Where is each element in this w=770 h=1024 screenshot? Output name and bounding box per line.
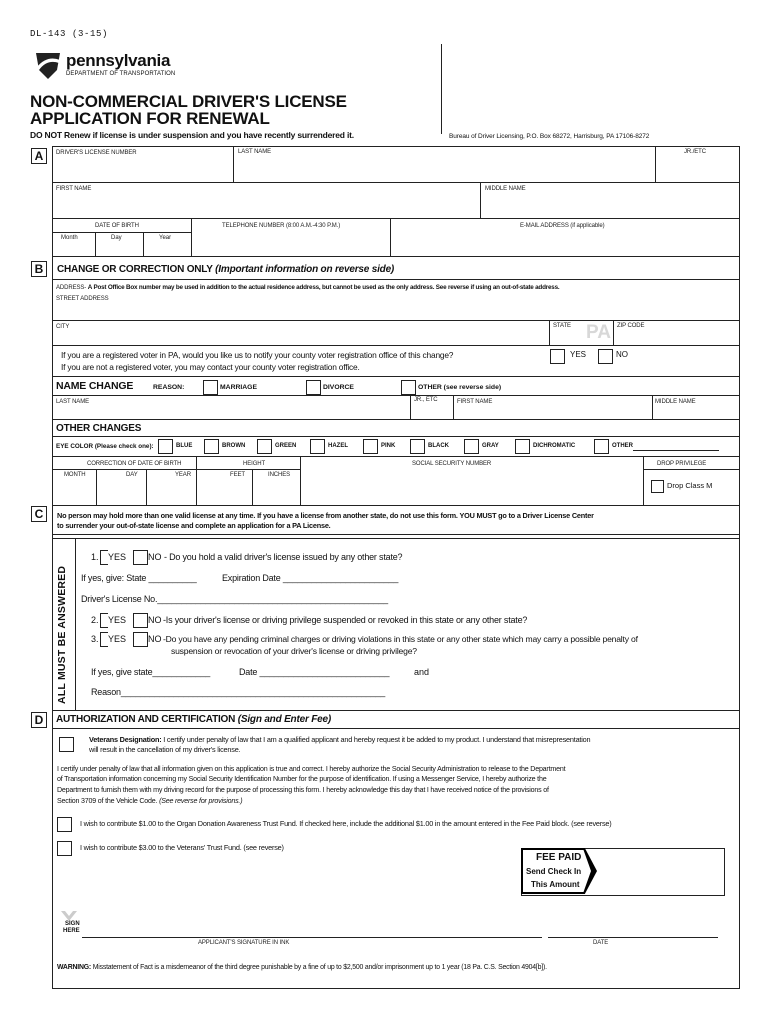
nc-first-name-label: FIRST NAME — [457, 399, 493, 405]
veterans-designation-text: Veterans Designation: I certify under penalty of law that I am a qualified applicant and hereby request it be added to my product. I understand that misrepresentation — [89, 735, 591, 744]
q2-number: 2. — [91, 615, 99, 625]
sign-here-arrow-icon — [61, 911, 77, 921]
eye-blue-label: BLUE — [176, 443, 193, 449]
section-a-letter: A — [31, 148, 47, 164]
section-c-intro-1: No person may hold more than one valid license at any time. If you have a license from another state, do not use this form. YOU MUST go to a Driver License Center — [57, 511, 594, 520]
reason-marriage-label: MARRIAGE — [220, 384, 258, 391]
q3-reason-field[interactable]: Reason_______________________________________________________ — [91, 687, 386, 697]
q3-number: 3. — [91, 634, 99, 644]
zip-label: ZIP CODE — [617, 323, 645, 329]
middle-name-label: MIDDLE NAME — [485, 186, 526, 192]
drop-class-m-checkbox[interactable] — [651, 480, 664, 493]
title-line-2: APPLICATION FOR RENEWAL — [30, 109, 270, 128]
email-field[interactable] — [391, 232, 738, 255]
subtitle: DO NOT Renew if license is under suspension and you have recently surrendered it. — [30, 130, 354, 140]
eye-pink-label: PINK — [381, 443, 396, 449]
drop-privilege-label: DROP PRIVILEGE — [657, 461, 707, 467]
veterans-designation-text-cont: will result in the cancellation of my driver's license. — [89, 745, 241, 754]
header-divider — [441, 44, 442, 134]
height-field[interactable] — [197, 479, 299, 505]
street-address-label: STREET ADDRESS — [56, 296, 109, 302]
veterans-fund-text: I wish to contribute $3.00 to the Veterans' Trust Fund. (see reverse) — [80, 843, 284, 852]
state-label: STATE — [553, 323, 571, 329]
eye-pink-checkbox[interactable] — [363, 439, 378, 454]
q1-no-label: NO — [148, 552, 162, 562]
all-must-be-answered: ALL MUST BE ANSWERED — [56, 565, 68, 704]
section-b-letter: B — [31, 261, 47, 277]
license-number-field[interactable] — [53, 160, 233, 181]
organ-donation-text: I wish to contribute $1.00 to the Organ Donation Awareness Trust Fund. If checked here, include the additional $1.00 in the amount entered in the Fee Paid block. (see reverse) — [80, 819, 612, 828]
certification-line-4: Section 3709 of the Vehicle Code. (See reverse for provisions.) — [57, 797, 243, 805]
reason-label: REASON: — [153, 384, 185, 391]
email-label: E-MAIL ADDRESS (if applicable) — [520, 223, 605, 229]
ssn-label: SOCIAL SECURITY NUMBER — [412, 461, 492, 467]
section-c-letter: C — [31, 506, 47, 522]
nc-last-name-field[interactable] — [53, 405, 409, 418]
eye-green-checkbox[interactable] — [257, 439, 272, 454]
name-change-heading: NAME CHANGE — [56, 380, 134, 392]
eye-black-checkbox[interactable] — [410, 439, 425, 454]
voter-note: If you are not a registered voter, you may contact your county voter registration office. — [61, 362, 360, 372]
eye-color-label: EYE COLOR (Please check one): — [56, 443, 154, 450]
q1-yes-checkbox[interactable] — [100, 550, 108, 565]
dob-month-label: Month — [61, 235, 78, 241]
q1-no-checkbox[interactable] — [133, 550, 148, 565]
ssn-field[interactable] — [301, 469, 642, 505]
fee-paid-label: FEE PAID — [536, 852, 582, 863]
section-b-heading: CHANGE OR CORRECTION ONLY (Important information on reverse side) — [57, 264, 395, 275]
q3-yes-checkbox[interactable] — [100, 632, 108, 647]
signature-field[interactable] — [82, 905, 542, 937]
voter-no-checkbox[interactable] — [598, 349, 613, 364]
certification-line-3: Department to furnish them with my driving record for the purpose of processing this form. I hereby acknowledge this day that I have received notice of the provisions of — [57, 786, 549, 794]
city-field[interactable] — [53, 332, 548, 344]
veterans-designation-checkbox[interactable] — [59, 737, 74, 752]
eye-blue-checkbox[interactable] — [158, 439, 173, 454]
q3-and: and — [414, 667, 430, 677]
eye-gray-checkbox[interactable] — [464, 439, 479, 454]
correction-dob-label: CORRECTION OF DATE OF BIRTH — [87, 461, 182, 467]
q3-no-label: NO — [148, 634, 162, 644]
q1-state-field[interactable]: If yes, give: State __________ — [81, 573, 197, 583]
address-note: ADDRESS- A Post Office Box number may be used in addition to the actual residence address, but cannot be used as the only address. See reverse if using an out-of-state address. — [56, 284, 560, 291]
section-d-heading: AUTHORIZATION AND CERTIFICATION (Sign and Enter Fee) — [56, 714, 331, 725]
q3-yes-label: YES — [108, 634, 127, 644]
q1-yes-label: YES — [108, 552, 127, 562]
reason-marriage-checkbox[interactable] — [203, 380, 218, 395]
q2-no-label: NO — [148, 615, 162, 625]
logo-name: pennsylvania — [66, 51, 171, 70]
sign-here-label-1: SIGN — [65, 921, 80, 927]
eye-dichromatic-label: DICHROMATIC — [533, 443, 576, 449]
sign-here-label-2: HERE — [63, 928, 80, 934]
eye-other-checkbox[interactable] — [594, 439, 609, 454]
q3-no-checkbox[interactable] — [133, 632, 148, 647]
bureau-address: Bureau of Driver Licensing, P.O. Box 68272, Harrisburg, PA 17106-8272 — [449, 133, 650, 140]
dob-day-label: Day — [111, 235, 122, 241]
q1-number: 1. — [91, 552, 99, 562]
nc-middle-name-field[interactable] — [653, 405, 738, 418]
keystone-logo-icon — [33, 52, 63, 80]
eye-gray-label: GRAY — [482, 443, 499, 449]
form-code: DL-143 (3-15) — [30, 29, 109, 39]
city-label: CITY — [56, 324, 70, 330]
section-c-intro-2: to surrender your out-of-state license and complete an application for a PA License. — [57, 521, 331, 530]
zip-field[interactable] — [614, 332, 738, 344]
q3-state-field[interactable]: If yes, give state____________ — [91, 667, 211, 677]
jr-etc-field[interactable] — [656, 158, 738, 181]
eye-other-field[interactable] — [633, 450, 719, 451]
height-feet-label: FEET — [230, 472, 245, 478]
reason-other-label: OTHER (see reverse side) — [418, 384, 502, 391]
last-name-field[interactable] — [234, 158, 654, 181]
eye-green-label: GREEN — [275, 443, 297, 449]
eye-hazel-checkbox[interactable] — [310, 439, 325, 454]
reason-other-checkbox[interactable] — [401, 380, 416, 395]
certification-line-1: I certify under penalty of law that all information given on this application is true and correct. I hereby authorize the Social Security Administration to release to the Department — [57, 765, 566, 773]
state-watermark: PA — [586, 322, 611, 343]
reason-divorce-label: DIVORCE — [323, 384, 354, 391]
telephone-field[interactable] — [192, 232, 389, 255]
q2-yes-label: YES — [108, 615, 127, 625]
height-label: HEIGHT — [243, 461, 266, 467]
correction-day-label: DAY — [126, 472, 138, 478]
other-changes-heading: OTHER CHANGES — [56, 423, 142, 434]
q3-question-cont: suspension or revocation of your driver's license or driving privilege? — [171, 646, 417, 656]
eye-brown-label: BROWN — [222, 443, 246, 449]
last-name-label: LAST NAME — [238, 149, 271, 155]
license-number-label: DRIVER'S LICENSE NUMBER — [56, 150, 137, 156]
q2-question: -Is your driver's license or driving privilege suspended or revoked in this state or any other state? — [163, 615, 528, 625]
section-d-letter: D — [31, 712, 47, 728]
nc-first-name-field[interactable] — [454, 405, 651, 418]
dob-label: DATE OF BIRTH — [95, 223, 139, 229]
logo-dept: DEPARTMENT OF TRANSPORTATION — [66, 71, 176, 77]
jr-etc-label: JR./ETC — [684, 149, 706, 155]
voter-no-label: NO — [616, 350, 628, 359]
correction-year-label: YEAR — [175, 472, 191, 478]
q2-yes-checkbox[interactable] — [100, 613, 108, 628]
organ-donation-checkbox[interactable] — [57, 817, 72, 832]
date-field[interactable] — [548, 905, 718, 937]
q2-no-checkbox[interactable] — [133, 613, 148, 628]
voter-yes-label: YES — [570, 350, 587, 359]
veterans-fund-checkbox[interactable] — [57, 841, 72, 856]
middle-name-field[interactable] — [481, 195, 738, 217]
nc-jr-label: JR., ETC — [414, 397, 438, 403]
warning-text: WARNING: Misstatement of Fact is a misdemeanor of the third degree punishable by a fine of up to $2,500 and/or imprisonment up to 1 year (18 Pa. C.S. Section 4904[b]). — [57, 964, 547, 971]
q1-license-number-field[interactable]: Driver's License No.________________________________________________ — [81, 594, 388, 604]
eye-hazel-label: HAZEL — [328, 443, 348, 449]
height-inches-label: INCHES — [268, 472, 291, 478]
telephone-label: TELEPHONE NUMBER (8:00 A.M.-4:30 P.M.) — [222, 223, 341, 229]
q3-date-field[interactable]: Date ___________________________ — [239, 667, 390, 677]
q1-question: - Do you hold a valid driver's license issued by any other state? — [164, 552, 403, 562]
reason-divorce-checkbox[interactable] — [306, 380, 321, 395]
first-name-label: FIRST NAME — [56, 186, 92, 192]
signature-label: APPLICANT'S SIGNATURE IN INK — [198, 940, 290, 946]
title-line-1: NON-COMMERCIAL DRIVER'S LICENSE — [30, 92, 347, 111]
first-name-field[interactable] — [53, 195, 479, 217]
nc-last-name-label: LAST NAME — [56, 399, 89, 405]
eye-dichromatic-checkbox[interactable] — [515, 439, 530, 454]
nc-jr-field[interactable] — [411, 405, 452, 418]
street-address-field[interactable] — [53, 304, 739, 320]
voter-yes-checkbox[interactable] — [550, 349, 565, 364]
q1-expiration-field[interactable]: Expiration Date ________________________ — [222, 573, 399, 583]
drop-class-m-label: Drop Class M — [667, 481, 713, 490]
q3-question: -Do you have any pending criminal charges or driving violations in this state or any other state which may carry a possible penalty of — [163, 634, 638, 644]
send-check-label-1: Send Check In — [526, 867, 582, 876]
certification-line-2: of Transportation information concerning my Social Security Identification Number for the purpose of identification. If using a Messenger Service, I hereby authorize the — [57, 775, 547, 783]
voter-question: If you are a registered voter in PA, would you like us to notify your county voter registration office of this change? — [61, 350, 454, 360]
date-label: DATE — [593, 940, 609, 946]
dob-year-label: Year — [159, 235, 172, 241]
eye-black-label: BLACK — [428, 443, 449, 449]
correction-dob-field[interactable] — [53, 479, 195, 505]
nc-middle-name-label: MIDDLE NAME — [655, 399, 696, 405]
send-check-label-2: This Amount — [531, 880, 580, 889]
correction-month-label: MONTH — [64, 472, 86, 478]
eye-other-label: OTHER — [612, 443, 633, 449]
eye-brown-checkbox[interactable] — [204, 439, 219, 454]
